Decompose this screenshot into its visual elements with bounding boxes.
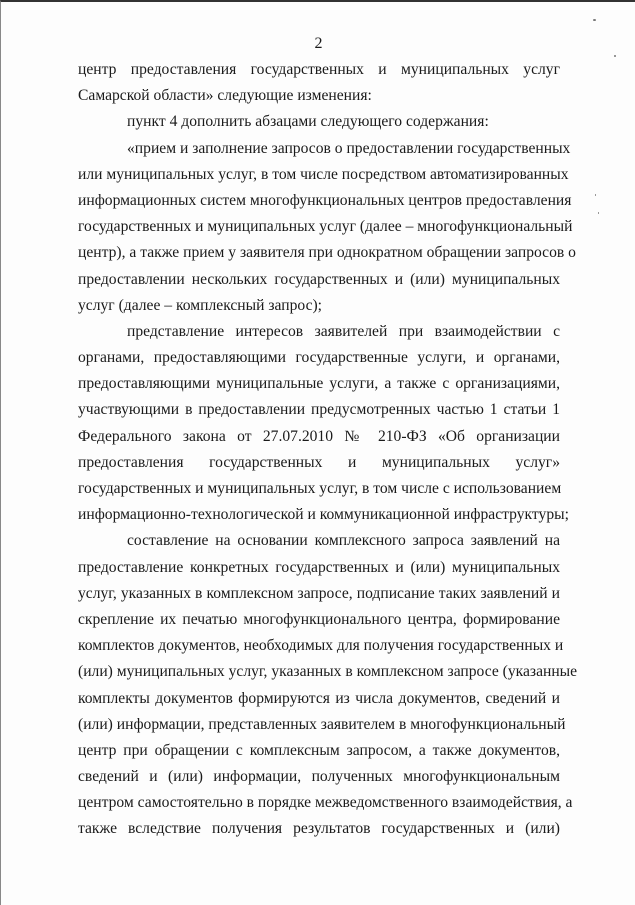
scan-speck [593, 19, 596, 21]
text-line: составление на основании комплексного запроса заявлений на [127, 532, 560, 550]
page-number: 2 [314, 35, 323, 52]
text-line: услуг, указанных в комплексном запросе, подписание таких заявлений и [78, 584, 560, 602]
text-line: информационных систем многофункциональных центров предоставления [78, 191, 572, 209]
text-line: комплектов документов, необходимых для получения государственных и [78, 637, 564, 655]
text-line: или муниципальных услуг, в том числе посредством автоматизированных [78, 165, 569, 183]
text-line: центр при обращении с комплексным запросом, а также документов, [78, 741, 560, 759]
text-line: государственных и муниципальных услуг (далее – многофункциональный [78, 218, 573, 236]
scan-speck [614, 55, 616, 57]
text-line: сведений и (или) информации, полученных многофункциональным [78, 768, 560, 786]
text-line: «прием и заполнение запросов о предоставлении государственных [127, 139, 571, 157]
text-line: центр предоставления государственных и муниципальных услуг [78, 61, 560, 78]
text-line: участвующими в предоставлении предусмотренных частью 1 статьи 1 [78, 401, 560, 419]
text-line: предоставлении нескольких государственных и (или) муниципальных [78, 270, 560, 288]
text-line: центр), а также прием у заявителя при однократном обращении запросов о [78, 244, 576, 262]
scan-speck [598, 212, 599, 214]
text-line: предоставляющими муниципальные услуги, а также с организациями, [78, 375, 560, 393]
text-line: центром самостоятельно в порядке межведомственного взаимодействия, а [78, 794, 573, 812]
text-line: комплекты документов формируются из числа документов, сведений и [78, 689, 560, 707]
text-line: Федерального закона от 27.07.2010 № 210-ФЗ «Об организации [78, 427, 560, 445]
text-line: пункт 4 дополнить абзацами следующего содержания: [127, 113, 489, 131]
text-line: государственных и муниципальных услуг, в том числе с использованием [78, 480, 562, 497]
scan-speck [595, 194, 596, 196]
text-line: представление интересов заявителей при взаимодействии с [127, 322, 560, 340]
text-line: информационно-технологической и коммуникационной инфраструктуры; [78, 506, 569, 524]
text-line: (или) муниципальных услуг, указанных в комплексном запросе (указанные [78, 663, 578, 681]
text-line: органами, предоставляющими государственные услуги, и органами, [78, 349, 560, 367]
text-line: скрепление их печатью многофункционального центра, формирование [78, 610, 560, 628]
text-line: предоставления государственных и муниципальных услуг» [78, 453, 560, 471]
text-line: (или) информации, представленных заявителем в многофункциональный [78, 715, 566, 733]
document-body [78, 60, 578, 846]
text-line: Самарской области» следующие изменения: [78, 87, 372, 105]
text-line: услуг (далее – комплексный запрос); [78, 296, 323, 314]
text-line: предоставление конкретных государственных и (или) муниципальных [78, 558, 560, 576]
text-line: также вследствие получения результатов государственных и (или) [78, 820, 560, 838]
